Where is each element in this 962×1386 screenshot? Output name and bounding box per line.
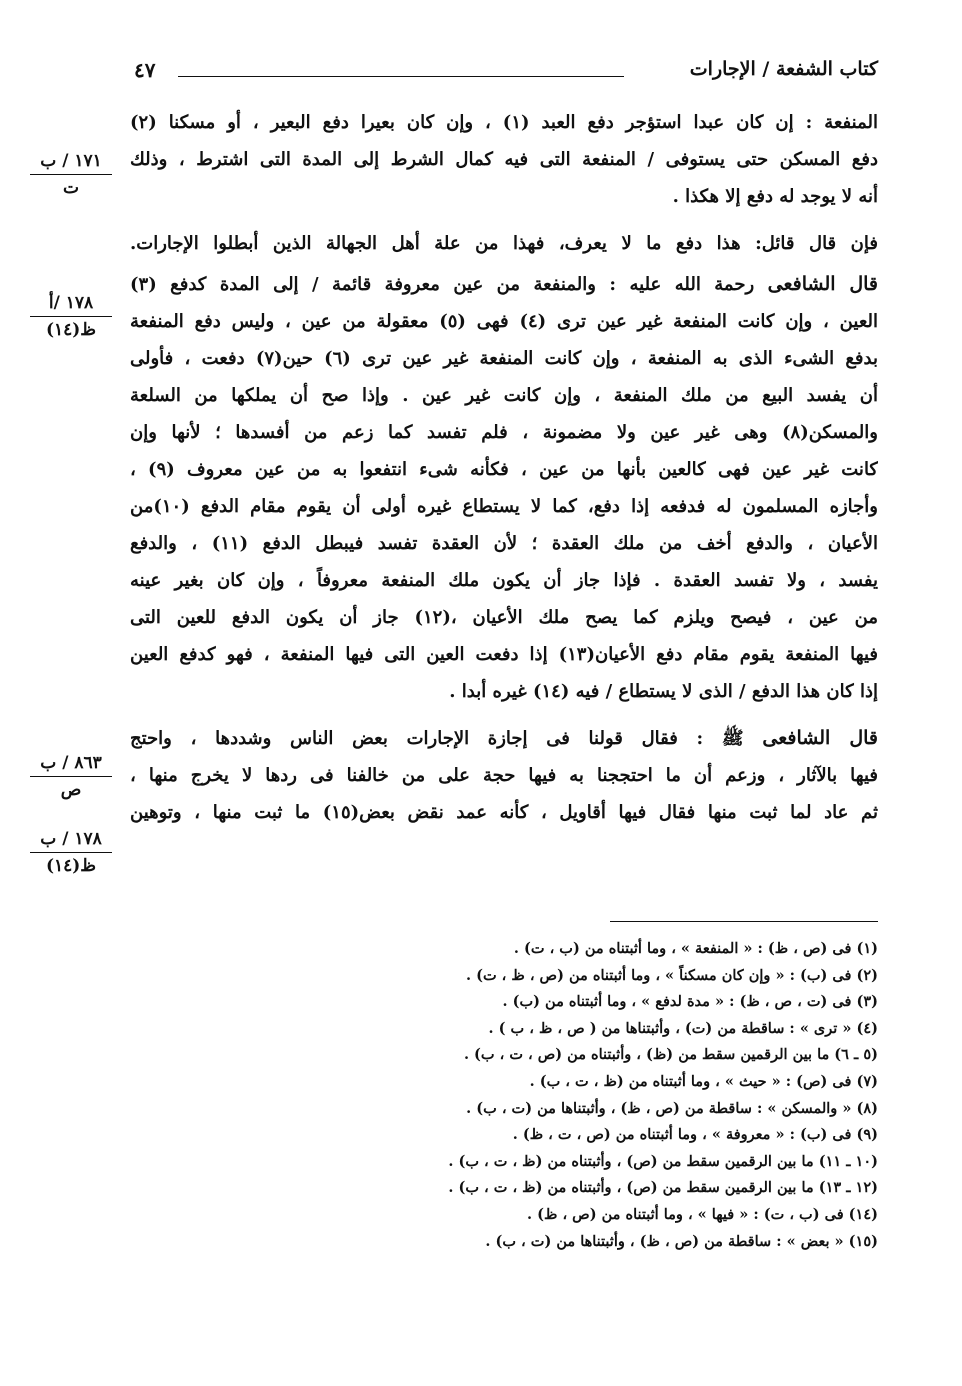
speaker-heading: قال الشافعى — [767, 273, 878, 295]
footnote-rule — [610, 921, 878, 922]
footnote: (١) فى (ص ، ظ) : « المنفعة » ، وما أثبتناه من (ب ، ت) . — [513, 940, 878, 957]
paragraph — [130, 225, 878, 262]
text-line: من عين ، فيصح ويلزم كما يصح ملك الأعيان ،(١٢) جاز أن يكون الدفع للعين التى — [130, 607, 878, 628]
running-title: كتاب الشفعة / الإجارات — [689, 58, 878, 80]
header-rule — [178, 76, 624, 77]
footnote: (٩) فى (ب) : « معروفة » ، وما أثبتناه من (ص ، ت ، ظ) . — [512, 1126, 878, 1144]
margin-ref-4 — [30, 828, 112, 877]
footnote: (٤) « ترى » : ساقطة من (ت) ، وأثبتناها من ( ص ، ظ ، ب ) . — [488, 1019, 878, 1037]
margin-ref-siglum: ص — [60, 780, 82, 800]
margin-ref-3 — [30, 752, 112, 801]
paragraph — [130, 266, 878, 710]
page-number: ٤٧ — [134, 58, 156, 82]
text-line: العين ، وإن كانت المنفعة غير عين ترى (٤) فهى (٥) معقولة من عين ، وليس دفع المنفعة — [130, 311, 878, 332]
footnote: (٣) فى (ت ، ص ، ظ) : « مدة لدفع » ، وما أثبتناه من (ب) . — [502, 993, 878, 1011]
text-line: فيها المنفعة يقوم مقام دفع الأعيان(١٣) إذا دفعت العين التى فيها المنفعة ، فهو كدفع العين — [130, 644, 878, 665]
text-line: ثم عاد لما ثبت منها فقال فيها أقاويل ، كأنه عمد نقض بعض(١٥) ما ثبت منها ، وتوهين — [130, 802, 878, 823]
footnote: (١٢ ـ ١٣) ما بين الرقمين سقط من (ص) ، وأثبتناه من (ظ ، ت ، ب) . — [448, 1179, 878, 1197]
margin-ref-folio: ٨٦٣ / ب — [30, 752, 112, 777]
footnote: (٧) فى (ص) : « حيث » ، وما أثبتناه من (ظ ، ت ، ب) . — [529, 1072, 878, 1090]
text-line: أن يفسد البيع من ملك المنفعة ، وإن كانت غير عين . وإذا صح أن يملكها من السلعة — [130, 385, 878, 406]
text-line: فيها بالآثار ، وزعم أن ما احتججنا به فيها حجة على من خالفنا فى ردها لا يخرج منها ، — [130, 765, 878, 786]
footnote: (٢) فى (ب) : « وإن كان مسكناً » ، وما أثبتناه من (ص ، ظ ، ت) . — [465, 966, 878, 984]
text-line: قال الشافعى رحمة الله عليه : والمنفعة من عين معروفة قائمة / إلى المدة كدفع (٣) — [130, 273, 878, 295]
margin-ref-folio: ١٧٨ / ب — [30, 828, 112, 853]
footnotes — [130, 936, 878, 1255]
text-line: وأجازه المسلمون له فدفعه إذا دفع، كما لا يستطاع غيره أولى أن يقوم مقام الدفع (١٠)من — [130, 496, 878, 517]
footnote: (٨) « والمسكن » : ساقطة من (ص ، ظ) ، وأثبتناها من (ت ، ب) . — [466, 1099, 878, 1117]
page-header — [130, 56, 878, 90]
margin-ref-siglum: ظ(١٤) — [45, 320, 97, 340]
margin-ref-folio: ١٧١ / ب — [30, 150, 112, 175]
text-line: والمسكن(٨) وهى غير عين ولا مضمونة ، فلم تفسد كما زعم من أفسدها ؛ لأنها وإن — [130, 422, 878, 443]
text-line: قال الشافعى ﷺ : فقال قولنا فى إجازة الإجارات بعض الناس وشددها ، واحتج — [130, 727, 878, 749]
margin-ref-1 — [30, 150, 112, 199]
margin-ref-siglum: ظ(١٤) — [45, 856, 97, 876]
text-line: الأعيان ، والدفع أخف من ملك العقدة ؛ لأن العقدة تفسد فيبطل الدفع (١١) ، والدفع — [130, 533, 878, 554]
text-line: يفسد ، ولا تفسد العقدة . فإذا جاز أن يكون ملك المنفعة معروفاً ، وإن كان بغير عينه — [130, 570, 878, 591]
footnote: (١٤) فى (ب ، ت) : « فيها » ، وما أثبتناه من (ص ، ظ) . — [527, 1205, 878, 1223]
text-line: بدفع الشىء الذى به المنفعة ، وإن كانت المنفعة غير عين ترى (٦) حين(٧) دفعت ، فأولى — [130, 348, 878, 369]
text-line: فإن قال قائل: هذا دفع ما لا يعرف، فهذا من علة أهل الجهالة الذين أبطلوا الإجارات. — [130, 233, 878, 254]
footnote: (٥ ـ ٦) ما بين الرقمين سقط من (ظ) ، وأثبتناه من (ص ، ت ، ب) . — [463, 1046, 878, 1064]
margin-ref-2 — [30, 292, 112, 341]
text-line: المنفعة : إن كان عبدا استؤجر دفع العبد (١) ، وإن كان بعيرا دفع البعير ، أو مسكنا (٢) — [130, 112, 878, 133]
paragraph — [130, 720, 878, 831]
main-text — [130, 104, 878, 831]
text-line: كانت غير عين فهى كالعين بأنها من عين ، فكأنه شىء انتفعوا به من عين معروف (٩) ، — [130, 459, 878, 480]
text-line: أنه لا يوجد له دفع إلا هكذا . — [672, 186, 878, 207]
footnote: (١٥) « بعض » : ساقطة من (ص ، ظ) ، وأثبتناها من (ت ، ب) . — [485, 1232, 878, 1250]
margin-ref-siglum: ت — [62, 178, 79, 198]
speaker-heading: قال الشافعى — [762, 727, 878, 749]
margin-ref-folio: ١٧٨ /أ — [30, 292, 112, 317]
footnote: (١٠ ـ ١١) ما بين الرقمين سقط من (ص) ، وأثبتناه من (ظ ، ت ، ب) . — [448, 1152, 878, 1170]
text-line: إذا كان هذا الدفع / الذى لا يستطاع / فيه (١٤) غيره أبدا . — [449, 681, 878, 702]
text-line: دفع المسكن حتى يستوفى / المنفعة التى فيه كمال الشرط إلى المدة التى اشترط ، وذلك — [130, 149, 878, 170]
paragraph — [130, 104, 878, 215]
